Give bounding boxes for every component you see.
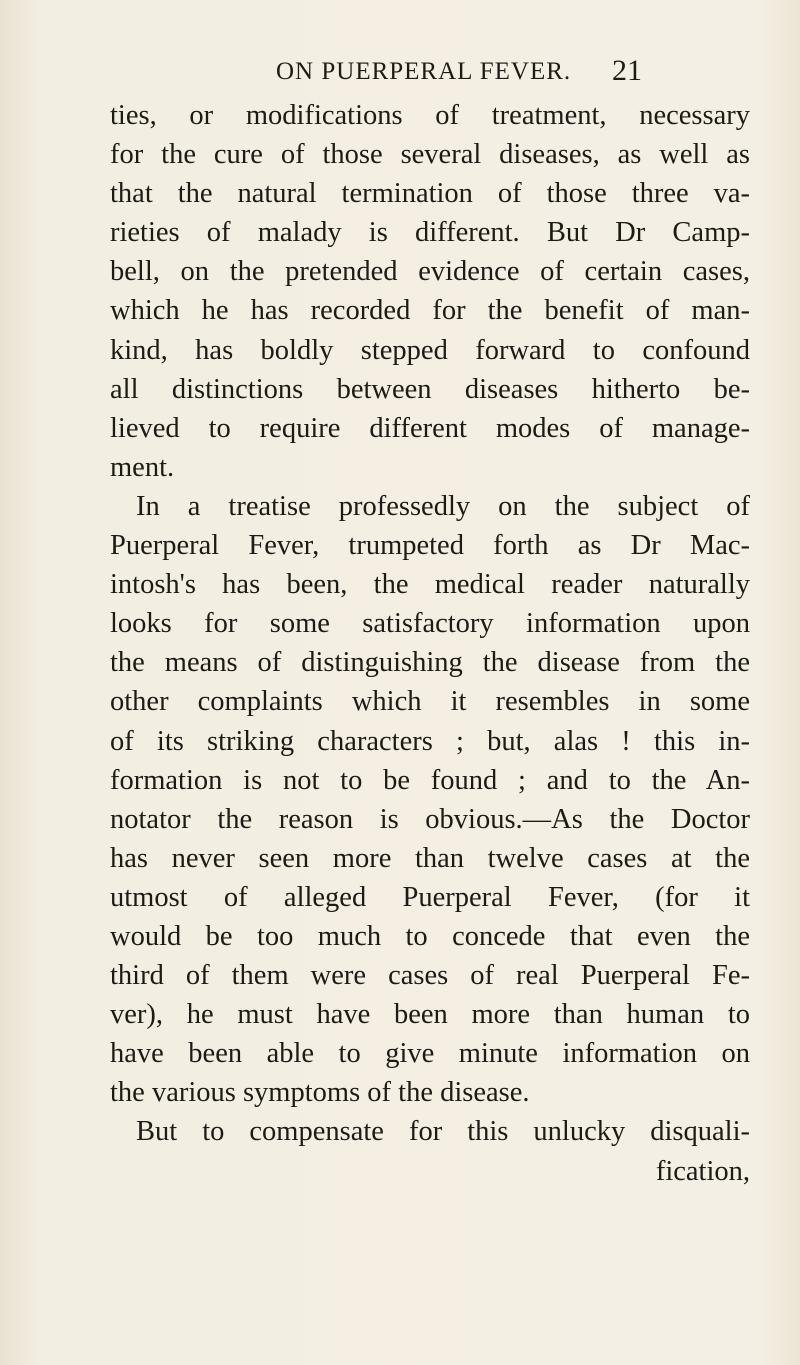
text-line: looks for some satisfactory information upon — [110, 608, 750, 640]
text-line: for the cure of those several diseases, as well as — [110, 139, 750, 171]
text-line: other complaints which it resembles in some — [110, 686, 750, 718]
text-line: intosh's has been, the medical reader naturally — [110, 569, 750, 601]
text-line: which he has recorded for the benefit of man- — [110, 295, 750, 327]
running-title: ON PUERPERAL FEVER. — [276, 58, 572, 85]
text-line: kind, has boldly stepped forward to confound — [110, 334, 750, 366]
text-line: In a treatise professedly on the subject of — [136, 490, 750, 522]
body-text — [110, 96, 750, 1191]
text-line: rieties of malady is different. But Dr Camp- — [110, 217, 750, 249]
text-line: that the natural termination of those three va- — [110, 178, 750, 210]
text-line: bell, on the pretended evidence of certain cases, — [110, 256, 750, 288]
text-line: the means of distinguishing the disease from the — [110, 647, 750, 679]
text-line: utmost of alleged Puerperal Fever, (for it — [110, 881, 750, 913]
text-line: notator the reason is obvious.—As the Doctor — [110, 803, 750, 835]
text-line: Puerperal Fever, trumpeted forth as Dr Mac- — [110, 530, 750, 562]
page-number: 21 — [612, 54, 642, 87]
running-head — [0, 54, 800, 98]
catchword: fication, — [655, 1155, 750, 1187]
text-line: have been able to give minute information on — [110, 1038, 750, 1070]
text-line: has never seen more than twelve cases at the — [110, 842, 750, 874]
text-line: ver), he must have been more than human to — [110, 999, 750, 1031]
text-line: would be too much to concede that even the — [110, 920, 750, 952]
text-line: the various symptoms of the disease. — [110, 1077, 530, 1109]
text-line: all distinctions between diseases hitherto be- — [110, 373, 750, 405]
text-line: ment. — [110, 451, 175, 483]
text-line: third of them were cases of real Puerperal Fe- — [110, 960, 750, 992]
text-line: But to compensate for this unlucky disquali- — [136, 1116, 750, 1148]
text-line: of its striking characters ; but, alas ! this in- — [110, 725, 750, 757]
text-line: ties, or modifications of treatment, necessary — [110, 100, 750, 131]
text-line: lieved to require different modes of manage- — [110, 412, 750, 444]
text-line: formation is not to be found ; and to the An- — [110, 764, 750, 796]
